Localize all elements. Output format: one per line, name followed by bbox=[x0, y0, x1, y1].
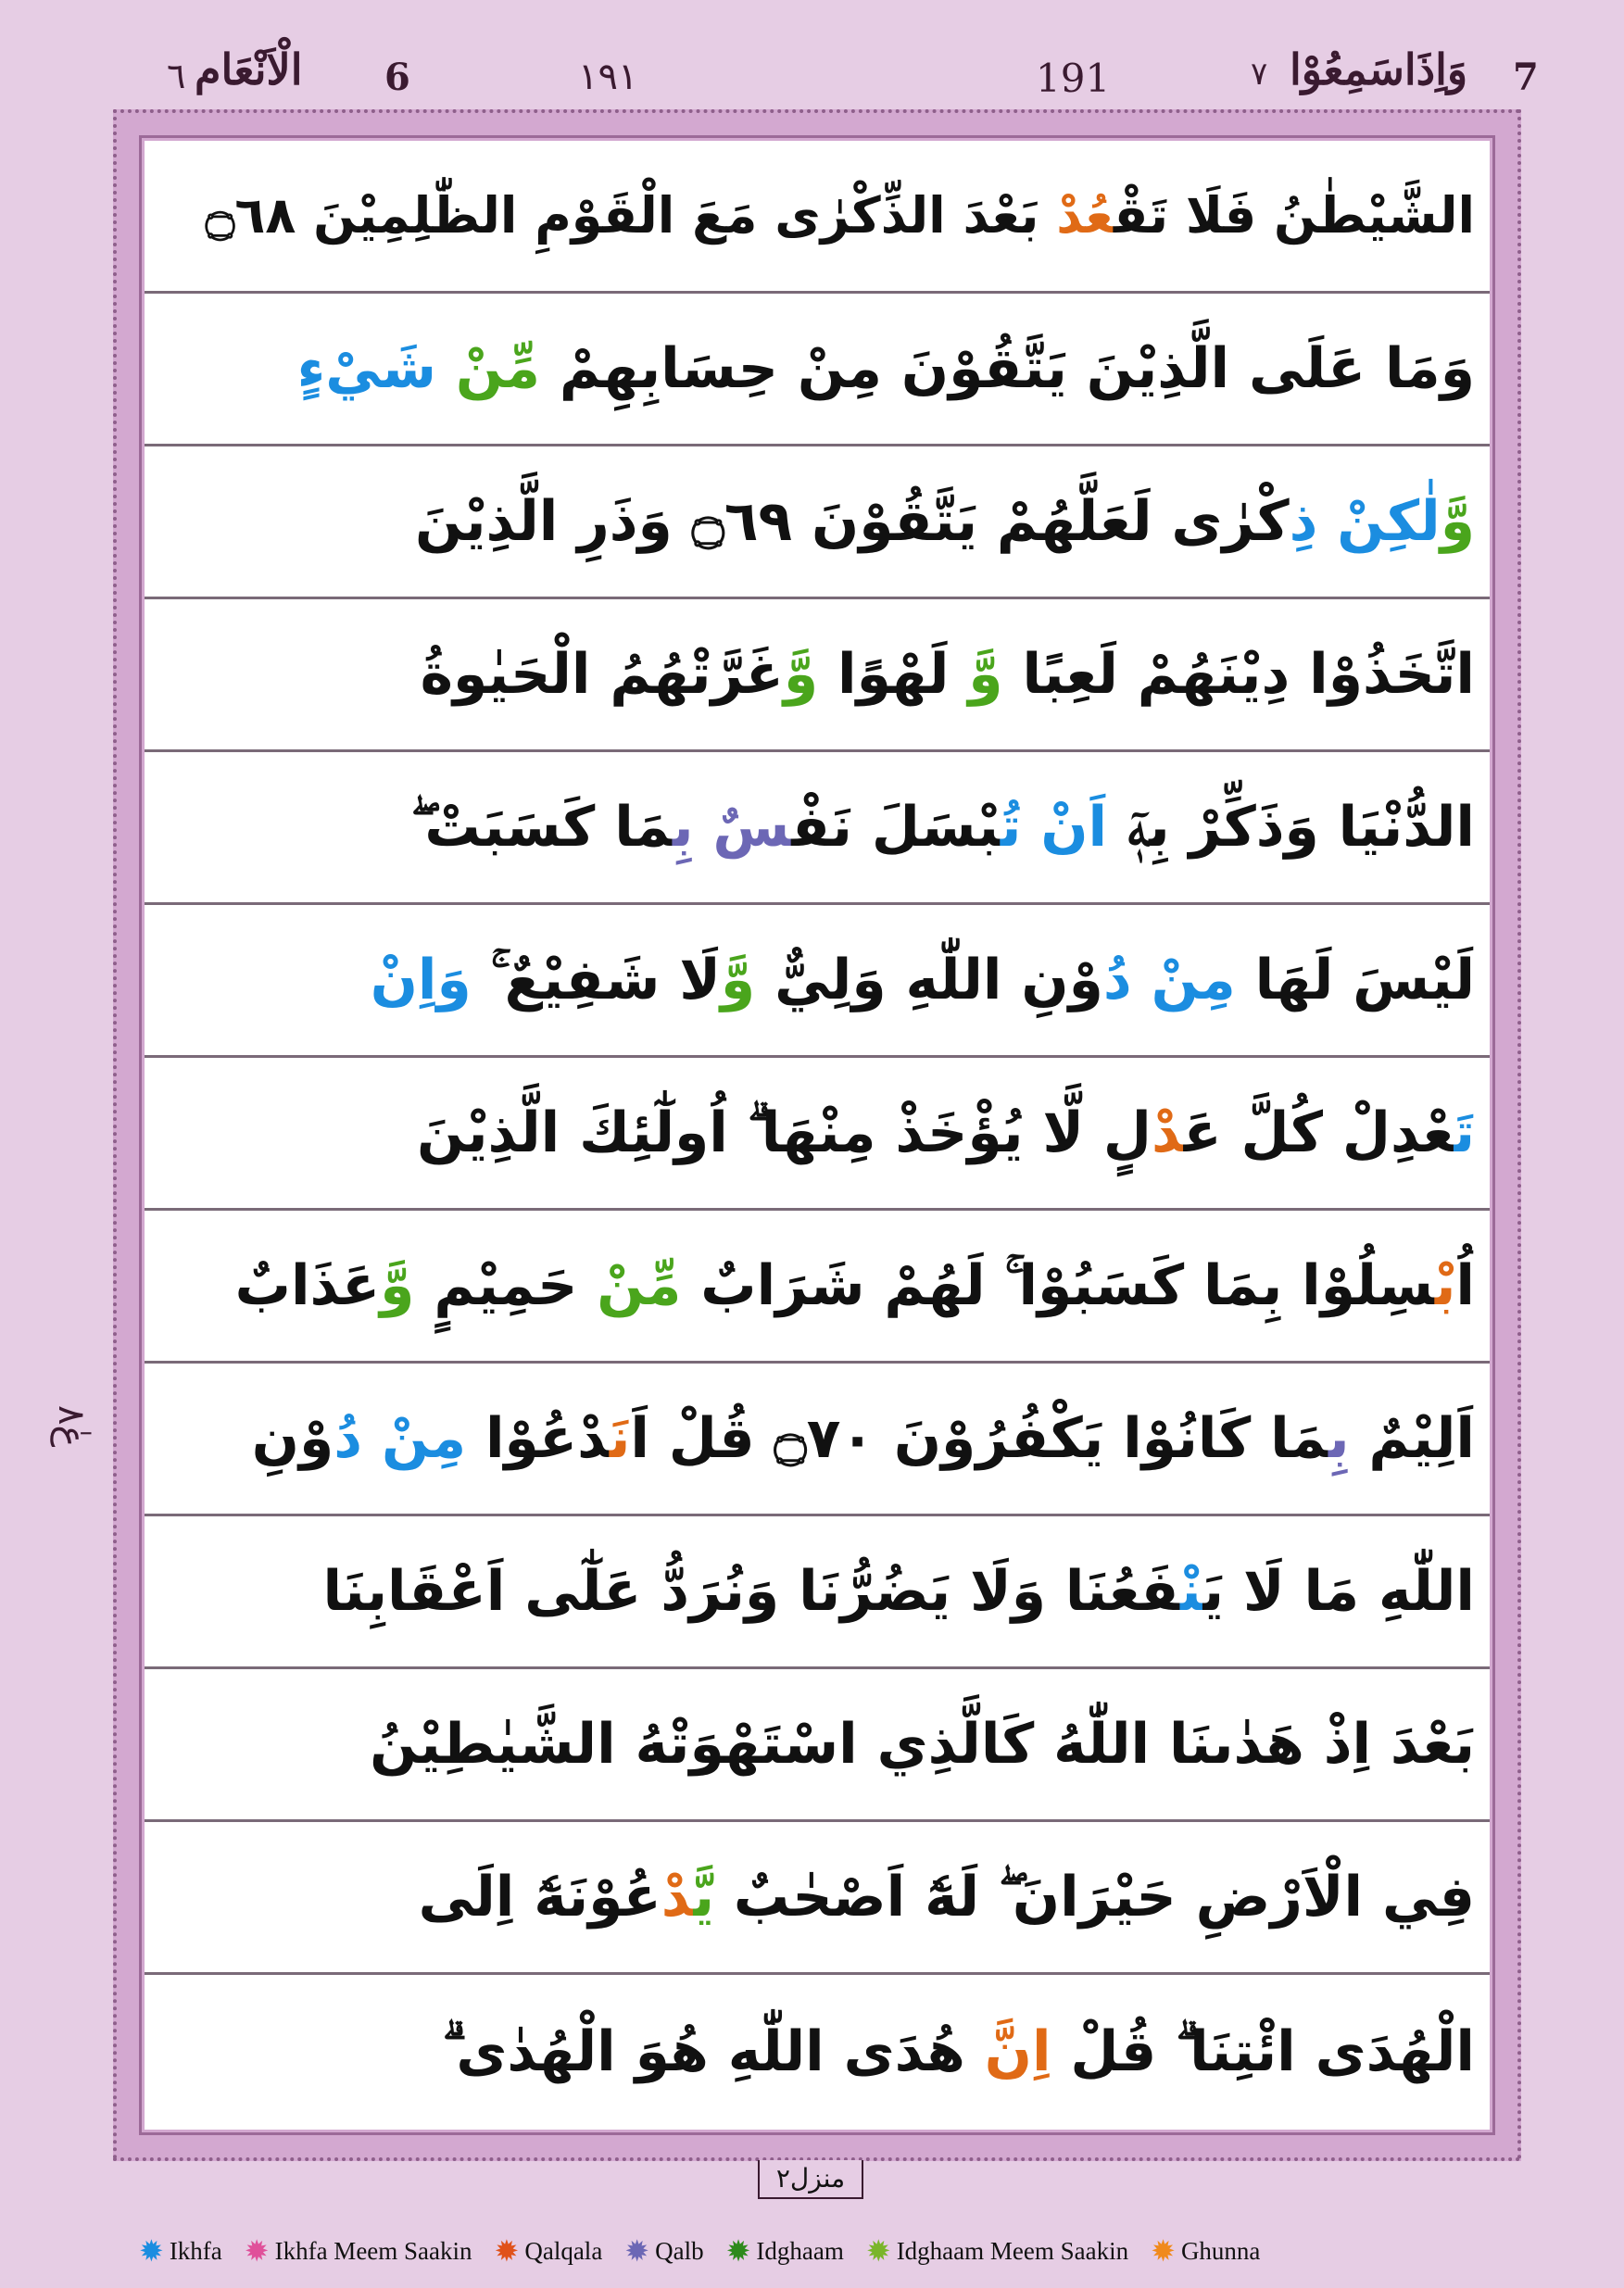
verse-lines bbox=[145, 141, 1490, 2130]
verse-line bbox=[145, 752, 1490, 905]
star-icon: ✹ bbox=[725, 2234, 751, 2268]
verse-segment: هُدَى اللّٰهِ هُوَ الْهُدٰى ۗ bbox=[442, 2018, 985, 2084]
star-icon: ✹ bbox=[139, 2234, 164, 2268]
verse-segment: لٍ لَّا يُؤْخَذْ مِنْهَا ۗ اُولٰٓئِكَ الَّذِيْنَ bbox=[416, 1100, 1152, 1165]
page-number-arabic: ١٩١ bbox=[578, 56, 638, 98]
verse-line bbox=[145, 599, 1490, 752]
verse-text bbox=[370, 1712, 1475, 1777]
legend-label: Ikhfa bbox=[169, 2236, 222, 2265]
star-icon: ✹ bbox=[494, 2234, 520, 2268]
verse-line bbox=[145, 1516, 1490, 1669]
verse-text bbox=[442, 2018, 1475, 2084]
verse-segment: وْنِ bbox=[251, 1406, 334, 1471]
verse-segment: غَرَّتْهُمُ الْحَيٰوةُ bbox=[420, 642, 784, 707]
verse-line bbox=[145, 905, 1490, 1058]
verse-segment: عُوْنَهٗٓ اِلَى bbox=[418, 1865, 661, 1930]
verse-text bbox=[410, 795, 1475, 860]
verse-segment: سٌ بِ bbox=[672, 795, 792, 860]
verse-segment: عُدْ bbox=[1056, 186, 1114, 245]
verse-segment: كْرٰى لَعَلَّهُمْ يَتَّقُوْنَ ۝٦٩ وَذَرِ الَّذِيْنَ bbox=[415, 489, 1290, 554]
verse-text bbox=[416, 1100, 1475, 1165]
verse-text bbox=[420, 642, 1475, 707]
verse-segment: مِّنْ bbox=[455, 336, 541, 401]
verse-segment: بَعْدَ الذِّكْرٰى مَعَ الْقَوْمِ الظّٰلِمِيْنَ ۝٦٨ bbox=[205, 186, 1057, 245]
star-icon: ✹ bbox=[865, 2234, 891, 2268]
juz-number: 7 bbox=[1513, 56, 1539, 99]
verse-segment: اُ bbox=[1455, 1253, 1475, 1318]
verse-segment: دْعُوْا bbox=[466, 1406, 610, 1471]
legend-item bbox=[866, 2236, 1128, 2266]
verse-segment: نْ bbox=[1179, 1559, 1203, 1624]
verse-segment: لٰكِنْ ذِ bbox=[1289, 489, 1441, 554]
verse-line bbox=[145, 1364, 1490, 1516]
verse-segment: دْ bbox=[1152, 1100, 1184, 1165]
verse-segment: بِ bbox=[1328, 1406, 1350, 1471]
verse-text bbox=[322, 1559, 1476, 1624]
verse-segment: اَنْ تُ bbox=[1000, 795, 1108, 860]
verse-segment: فَعُنَا وَلَا يَضُرُّنَا وَنُرَدُّ عَلٰٓى اَعْقَابِنَا bbox=[322, 1559, 1180, 1624]
verse-text bbox=[296, 336, 1475, 401]
verse-segment: دْ bbox=[661, 1865, 694, 1930]
surah-number-arabic: ٦ bbox=[167, 56, 186, 96]
legend-item bbox=[726, 2236, 844, 2266]
verse-segment: الشَّيْطٰنُ فَلَا تَقْ bbox=[1113, 186, 1475, 245]
legend-item bbox=[245, 2236, 472, 2266]
legend-item bbox=[495, 2236, 603, 2266]
tajweed-legend bbox=[139, 2228, 1529, 2274]
page-border-frame bbox=[113, 109, 1521, 2161]
verse-segment: مِّنْ bbox=[597, 1253, 682, 1318]
verse-line bbox=[145, 294, 1490, 446]
legend-label: Idghaam bbox=[756, 2236, 844, 2265]
verse-segment: وَّ bbox=[783, 642, 819, 707]
verse-segment: وَاِنْ bbox=[370, 948, 472, 1012]
verse-segment: نَ bbox=[609, 1406, 631, 1471]
verse-text bbox=[251, 1406, 1475, 1471]
verse-line bbox=[145, 446, 1490, 599]
verse-segment: وْنِ اللّٰهِ وَلِيٌّ bbox=[755, 948, 1103, 1012]
verse-segment: حَمِيْمٍ bbox=[414, 1253, 598, 1318]
surah-number: 6 bbox=[384, 56, 410, 99]
verse-segment: بْسَلَ نَفْ bbox=[791, 795, 1001, 860]
verse-segment: اتَّخَذُوْا دِيْنَهُمْ لَعِبًا bbox=[1002, 642, 1475, 707]
verse-segment: بْ bbox=[1434, 1253, 1456, 1318]
verse-text bbox=[205, 186, 1475, 245]
juz-name: وَاِذَاسَمِعُوْا bbox=[1290, 44, 1468, 94]
legend-label: Ikhfa Meem Saakin bbox=[274, 2236, 472, 2265]
verse-text bbox=[415, 489, 1475, 554]
legend-label: Ghunna bbox=[1180, 2236, 1261, 2265]
verse-segment: تَ bbox=[1454, 1100, 1475, 1165]
star-icon: ✹ bbox=[1151, 2234, 1176, 2268]
verse-segment: بَعْدَ اِذْ هَدٰىنَا اللّٰهُ كَالَّذِي اسْتَهْوَتْهُ الشَّيٰطِيْنُ bbox=[370, 1712, 1475, 1777]
verse-segment: الدُّنْيَا وَذَكِّرْ بِهٖٓ bbox=[1107, 795, 1475, 860]
verse-segment: الْهُدَى ائْتِنَا ۗ قُلْ bbox=[1051, 2018, 1475, 2084]
verse-segment: مَا كَانُوْا يَكْفُرُوْنَ ۝٧٠ قُلْ اَ bbox=[630, 1406, 1328, 1471]
legend-item bbox=[139, 2236, 222, 2266]
verse-segment: اِنَّ bbox=[984, 2018, 1051, 2084]
verse-segment: وَمَا عَلَى الَّذِيْنَ يَتَّقُوْنَ مِنْ حِسَابِهِمْ bbox=[540, 336, 1475, 401]
legend-label: Qalb bbox=[655, 2236, 704, 2265]
verse-segment: لَيْسَ لَهَا bbox=[1235, 948, 1475, 1012]
verse-segment: مِنْ دُ bbox=[1102, 948, 1236, 1012]
verse-segment: عْدِلْ كُلَّ عَ bbox=[1183, 1100, 1454, 1165]
juz-number-arabic: ٧ bbox=[1251, 56, 1268, 93]
legend-label: Qalqala bbox=[524, 2236, 603, 2265]
page-number: 191 bbox=[1036, 56, 1111, 101]
verse-line bbox=[145, 1058, 1490, 1211]
verse-segment: اللّٰهِ مَا لَا يَ bbox=[1202, 1559, 1475, 1624]
manzil-label: منزل٢ bbox=[758, 2160, 863, 2199]
verse-segment: يَّ bbox=[693, 1865, 714, 1930]
verse-segment: فِي الْاَرْضِ حَيْرَانَ ۖ لَهٗٓ اَصْحٰبٌ bbox=[714, 1865, 1475, 1930]
ruku-marker: عٰ٨ bbox=[50, 1405, 93, 1448]
verse-line bbox=[145, 1669, 1490, 1822]
verse-text bbox=[234, 1253, 1475, 1318]
verse-segment: وَّ bbox=[380, 1253, 415, 1318]
verse-segment: وَّ bbox=[968, 642, 1003, 707]
verse-segment: اَلِيْمٌ bbox=[1349, 1406, 1475, 1471]
legend-item bbox=[624, 2236, 703, 2266]
verse-line bbox=[145, 1211, 1490, 1364]
verse-line bbox=[145, 1975, 1490, 2128]
verse-segment: مَا كَسَبَتْ ۖ bbox=[410, 795, 673, 860]
verse-segment: لَهْوًا bbox=[818, 642, 969, 707]
verse-segment: وَّ bbox=[1440, 489, 1475, 554]
verse-line bbox=[145, 1822, 1490, 1975]
surah-name: الْاَنْعَام bbox=[195, 44, 303, 94]
star-icon: ✹ bbox=[244, 2234, 270, 2268]
verse-segment: وَّ bbox=[720, 948, 756, 1012]
legend-item bbox=[1151, 2236, 1260, 2266]
verse-segment: مِنْ دُ bbox=[334, 1406, 467, 1471]
verse-segment: لَا شَفِيْعٌ ۚ bbox=[471, 948, 721, 1012]
verse-line bbox=[145, 141, 1490, 294]
verse-text bbox=[370, 948, 1475, 1012]
verse-segment: سِلُوْا بِمَا كَسَبُوْا ۚ لَهُمْ شَرَابٌ bbox=[681, 1253, 1435, 1318]
verse-segment: شَيْءٍ bbox=[296, 336, 456, 401]
star-icon: ✹ bbox=[624, 2234, 650, 2268]
verse-segment: عَذَابٌ bbox=[234, 1253, 381, 1318]
verse-text bbox=[418, 1865, 1475, 1930]
legend-label: Idghaam Meem Saakin bbox=[896, 2236, 1129, 2265]
page-header bbox=[0, 37, 1624, 111]
